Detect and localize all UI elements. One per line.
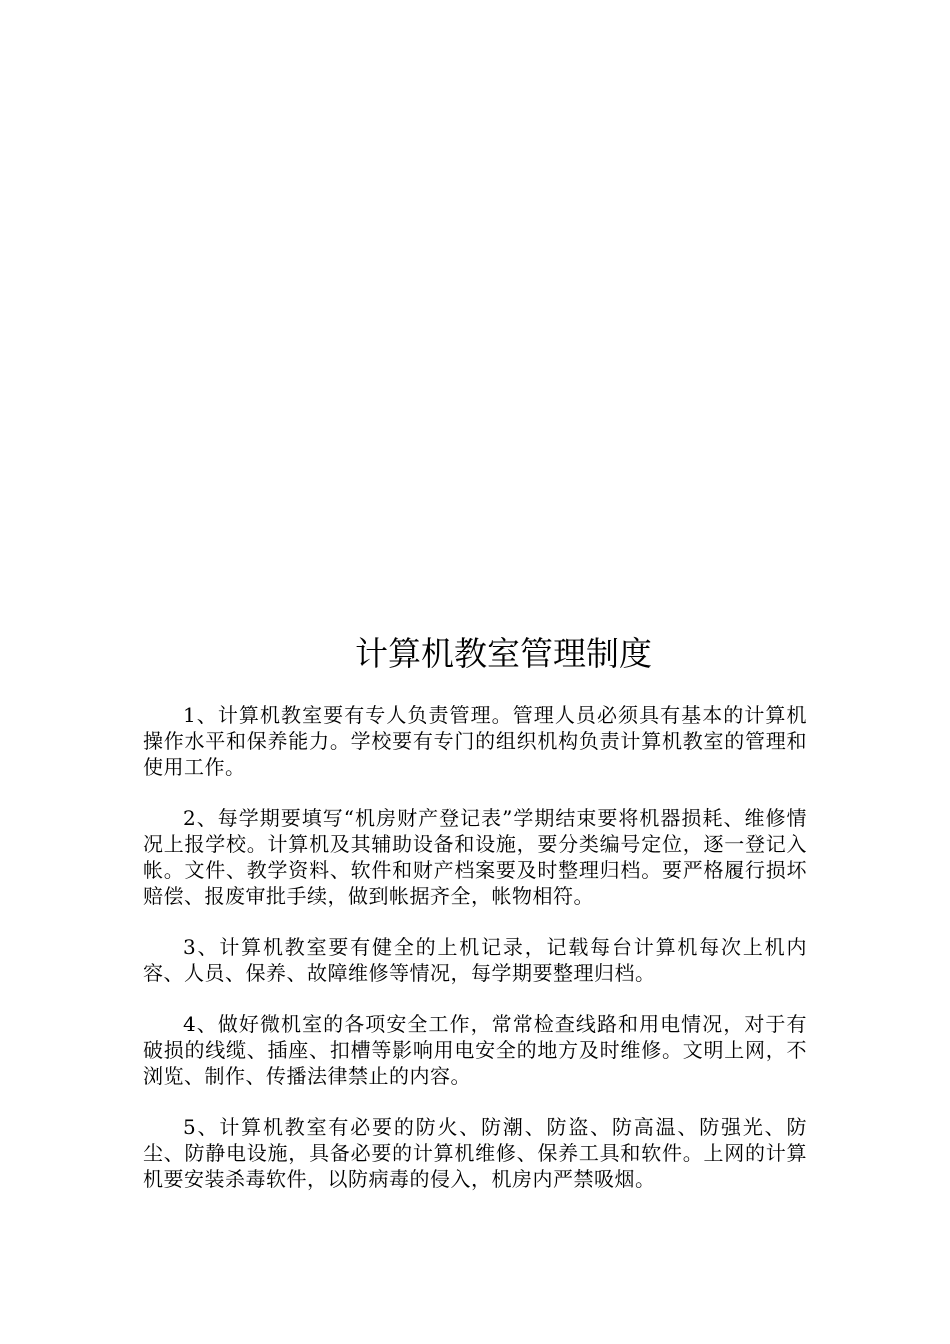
rule-paragraph-3: 3、计算机教室要有健全的上机记录，记载每台计算机每次上机内容、人员、保养、故障维修等情况，每学期要整理归档。	[143, 935, 807, 985]
rule-paragraph-2: 2、每学期要填写“机房财产登记表”学期结束要将机器损耗、维修情况上报学校。计算机及其辅助设备和设施，要分类编号定位，逐一登记入帐。文件、教学资料、软件和财产档案要及时整理归档。要严格履行损坏赔偿、报废审批手续，做到帐据齐全，帐物相符。	[143, 806, 807, 908]
document-body	[143, 702, 807, 1217]
document-title: 计算机教室管理制度	[355, 634, 652, 673]
rule-paragraph-1: 1、计算机教室要有专人负责管理。管理人员必须具有基本的计算机操作水平和保养能力。学校要有专门的组织机构负责计算机教室的管理和使用工作。	[143, 703, 807, 779]
rule-paragraph-4: 4、做好微机室的各项安全工作，常常检查线路和用电情况，对于有破损的线缆、插座、扣槽等影响用电安全的地方及时维修。文明上网，不浏览、制作、传播法律禁止的内容。	[143, 1012, 807, 1088]
rule-paragraph-5: 5、计算机教室有必要的防火、防潮、防盗、防高温、防强光、防尘、防静电设施，具备必要的计算机维修、保养工具和软件。上网的计算机要安装杀毒软件，以防病毒的侵入，机房内严禁吸烟。	[143, 1115, 807, 1191]
